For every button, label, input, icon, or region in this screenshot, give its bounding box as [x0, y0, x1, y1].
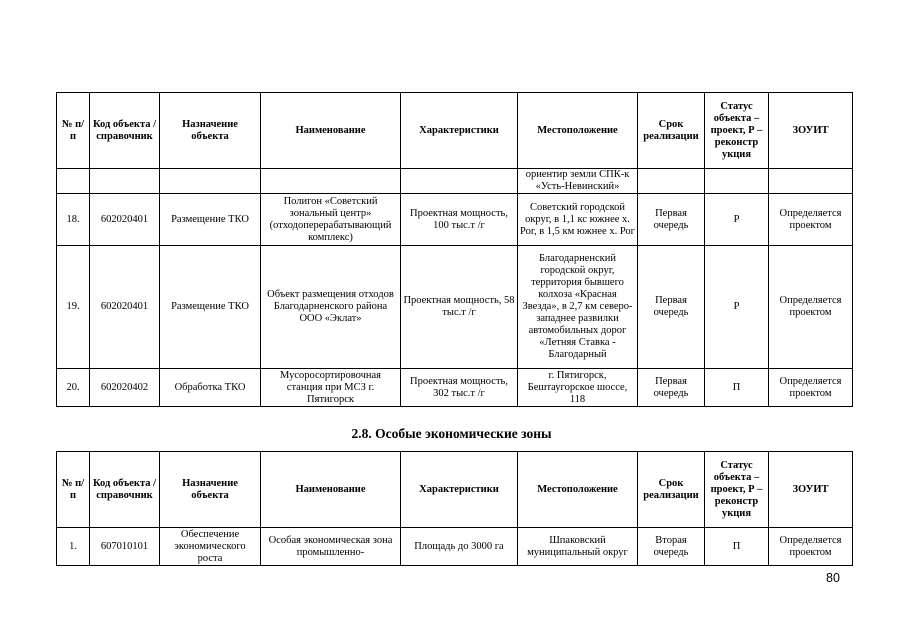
header-term: Срок реализации	[638, 452, 705, 528]
cell-name: Объект размещения отходов Благодарненского района ООО «Эклат»	[261, 246, 401, 369]
cell-num: 19.	[57, 246, 90, 369]
cell-characteristics: Площадь до 3000 га	[401, 528, 518, 566]
cell-term: Первая очередь	[638, 369, 705, 407]
cell-zouit: Определяется проектом	[769, 194, 853, 246]
table-row	[57, 528, 853, 566]
header-zouit: ЗОУИТ	[769, 452, 853, 528]
cell-status: Р	[705, 246, 769, 369]
cell-status: Р	[705, 194, 769, 246]
header-characteristics: Характеристики	[401, 452, 518, 528]
cell-num: 20.	[57, 369, 90, 407]
header-purpose: Назначение объекта	[160, 452, 261, 528]
header-name: Наименование	[261, 452, 401, 528]
cell-characteristics: Проектная мощность, 58 тыс.т /г	[401, 246, 518, 369]
cell-term: Вторая очередь	[638, 528, 705, 566]
table-row	[57, 369, 853, 407]
header-term: Срок реализации	[638, 93, 705, 169]
table-header-row	[57, 452, 853, 528]
header-num: № п/п	[57, 93, 90, 169]
table-row-continuation	[57, 169, 853, 194]
header-code: Код объекта / справочник	[90, 452, 160, 528]
cell-name: Мусоросортировочная станция при МСЗ г. Пятигорск	[261, 369, 401, 407]
cell-name: Полигон «Советский зональный центр» (отходоперерабатывающий комплекс)	[261, 194, 401, 246]
header-purpose: Назначение объекта	[160, 93, 261, 169]
cell-num: 18.	[57, 194, 90, 246]
cell-term: Первая очередь	[638, 246, 705, 369]
cell-zouit: Определяется проектом	[769, 246, 853, 369]
cell-location: Шпаковский муниципальный округ	[518, 528, 638, 566]
header-location: Местоположение	[518, 93, 638, 169]
cell-num: 1.	[57, 528, 90, 566]
cell-location: г. Пятигорск, Бештаугорское шоссе, 118	[518, 369, 638, 407]
table-row	[57, 246, 853, 369]
cell-code: 602020401	[90, 194, 160, 246]
cell-purpose: Обработка ТКО	[160, 369, 261, 407]
cell-location: Советский городской округ, в 1,1 кс южнее х. Рог, в 1,5 км южнее х. Рог	[518, 194, 638, 246]
cell-status: П	[705, 528, 769, 566]
header-status: Статус объекта – проект, Р – реконстр укция	[705, 452, 769, 528]
cell-characteristics: Проектная мощность, 100 тыс.т /г	[401, 194, 518, 246]
cell-status: П	[705, 369, 769, 407]
cell-purpose: Размещение ТКО	[160, 246, 261, 369]
cell-purpose: Размещение ТКО	[160, 194, 261, 246]
cell-code: 602020401	[90, 246, 160, 369]
header-zouit: ЗОУИТ	[769, 93, 853, 169]
header-code: Код объекта / справочник	[90, 93, 160, 169]
header-location: Местоположение	[518, 452, 638, 528]
cell-name: Особая экономическая зона промышленно-	[261, 528, 401, 566]
header-num: № п/п	[57, 452, 90, 528]
cell-zouit: Определяется проектом	[769, 369, 853, 407]
section-title: 2.8. Особые экономические зоны	[351, 426, 552, 441]
cell-code: 602020402	[90, 369, 160, 407]
page-number: 80	[826, 571, 840, 585]
cell-characteristics: Проектная мощность, 302 тыс.т /г	[401, 369, 518, 407]
header-characteristics: Характеристики	[401, 93, 518, 169]
cell-zouit: Определяется проектом	[769, 528, 853, 566]
cell-term: Первая очередь	[638, 194, 705, 246]
table-header-row	[57, 93, 853, 169]
header-name: Наименование	[261, 93, 401, 169]
objects-table-tko	[56, 92, 853, 407]
cell-location: Благодарненский городской округ, территория бывшего колхоза «Красная Звезда», в 2,7 км северо-западнее развилки автомобильных дорог «Летняя Ставка - Благодарный	[518, 246, 638, 369]
objects-table-sez	[56, 451, 853, 566]
cell-code: 607010101	[90, 528, 160, 566]
cell-purpose: Обеспечение экономического роста	[160, 528, 261, 566]
cell-location: ориентир земли СПК-к «Усть-Невинский»	[518, 169, 638, 194]
table-row	[57, 194, 853, 246]
header-status: Статус объекта – проект, Р – реконстр укция	[705, 93, 769, 169]
